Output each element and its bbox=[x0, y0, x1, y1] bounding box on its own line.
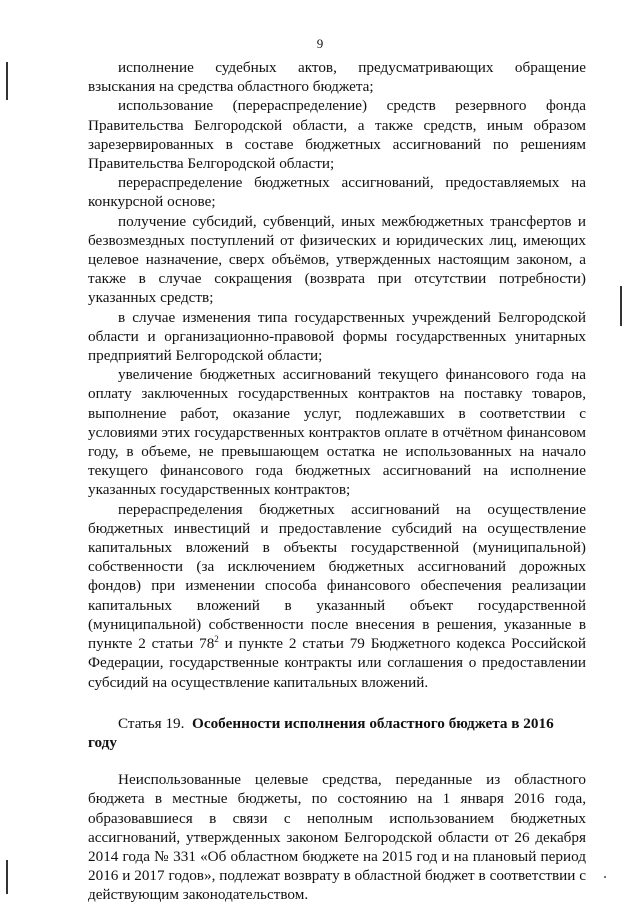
scan-mark-left-1 bbox=[6, 62, 8, 100]
paragraph-4: получение субсидий, субвенций, иных межбюджетных трансфертов и безвозмездных поступлений от физических и юридических лиц, имеющих целевое назначение, сверх объёмов, утвержденных настоящим законом, а также в случае сокращения (возврата при отсутствии потребности) указанных средств; bbox=[88, 212, 586, 307]
superscript-78-2: 2 bbox=[214, 634, 219, 645]
paragraph-6: увеличение бюджетных ассигнований текущего финансового года на оплату заключенных государственных контрактов на поставку товаров, выполнение работ, оказание услуг, подлежавших в соответствии с условиями этих государственных контрактов оплате в отчётном финансовом году, в объеме, не превышающем остатка не использованных на начало текущего финансового года бюджетных ассигнований на исполнение указанных государственных контрактов; bbox=[88, 366, 586, 499]
paragraph-5: в случае изменения типа государственных учреждений Белгородской области и организационно-правовой формы государственных унитарных предприятий Белгородской области; bbox=[88, 308, 586, 365]
document-body bbox=[88, 58, 586, 905]
scan-mark-left-2 bbox=[6, 860, 8, 894]
paragraph-7-text: перераспределения бюджетных ассигнований на осуществление бюджетных инвестиций и предоставление субсидий на осуществление капитальных вложений в объекты государственной (муниципальной) собственности (за исключением бюджетных ассигнований дорожных фондов) при изменении способа финансового обеспечения реализации капитальных вложений в указанный объект государственной (муниципальной) собственности после внесения в решения, указанные в пункте 2 статьи 78 bbox=[88, 500, 586, 653]
article-heading bbox=[88, 714, 586, 752]
article-title: Особенности исполнения областного бюджета в 2016 году bbox=[88, 714, 554, 751]
closing-paragraph: Неиспользованные целевые средства, переданные из областного бюджета в местные бюджеты, по состоянию на 1 января 2016 года, образовавшиеся в связи с неполным использованием бюджетных ассигнований, утвержденных законом Белгородской области от 26 декабря 2014 года № 331 «Об областном бюджете на 2015 год и на плановый период 2016 и 2017 годов», подлежат возврату в областной бюджет в соответствии с действующим законодательством. bbox=[88, 771, 586, 904]
paragraph-2: использование (перераспределение) средств резервного фонда Правительства Белгородской области, а также средств, иным образом зарезервированных в составе бюджетных ассигнований по решениям Правительства Белгородской области; bbox=[88, 97, 586, 173]
scan-speck bbox=[604, 876, 606, 878]
paragraph-3: перераспределение бюджетных ассигнований, предоставляемых на конкурсной основе; bbox=[88, 174, 586, 211]
article-number: Статья 19. bbox=[118, 714, 185, 732]
paragraph-7-text-end: и пункте 2 статьи 79 Бюджетного кодекса Российской Федерации, государственные контракты или соглашения о предоставлении субсидий на осуществление капитальных вложений. bbox=[88, 635, 586, 691]
page-number: 9 bbox=[316, 36, 324, 51]
paragraph-1: исполнение судебных актов, предусматривающих обращение взыскания на средства областного бюджета; bbox=[88, 59, 586, 96]
paragraph-7 bbox=[88, 500, 586, 692]
scan-mark-right bbox=[620, 286, 622, 326]
